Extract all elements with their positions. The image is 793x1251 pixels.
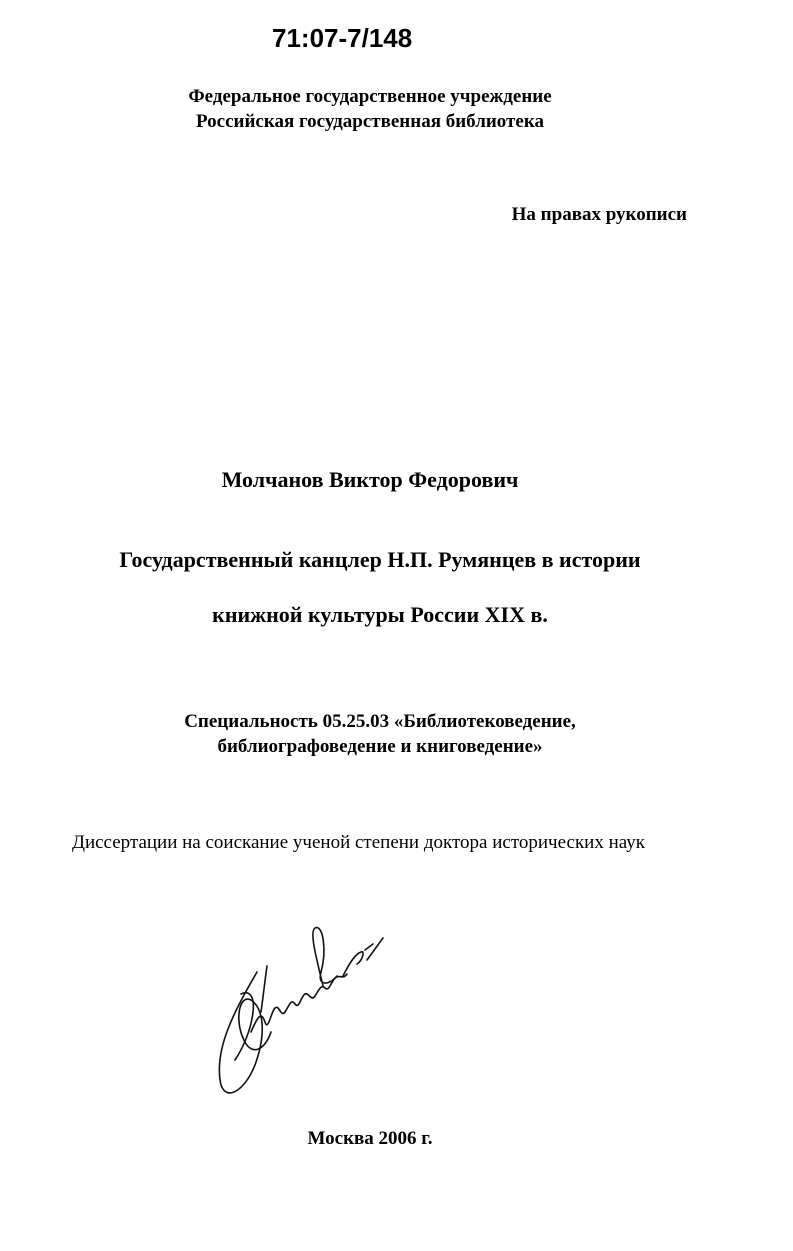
rights-note: На правах рукописи [511,204,687,225]
specialty-line-1: Специальность 05.25.03 «Библиотековедение, [184,711,576,732]
degree-statement: Диссертации на соискание ученой степени доктора исторических наук [72,832,645,853]
handwritten-signature [205,920,405,1105]
specialty-line-2: библиографоведение и книговедение» [217,736,543,757]
institution-line-2: Российская государственная библиотека [196,111,544,132]
catalog-number: 71:07-7/148 [272,23,413,53]
specialty [100,709,660,759]
dissertation-title-line-2: книжной культуры России XIX в. [212,602,548,627]
institution-header [150,84,590,134]
dissertation-title-line-1: Государственный канцлер Н.П. Румянцев в истории [119,547,641,572]
city-year: Москва 2006 г. [307,1128,433,1149]
institution-line-1: Федеральное государственное учреждение [188,86,552,107]
author-name: Молчанов Виктор Федорович [221,467,519,492]
